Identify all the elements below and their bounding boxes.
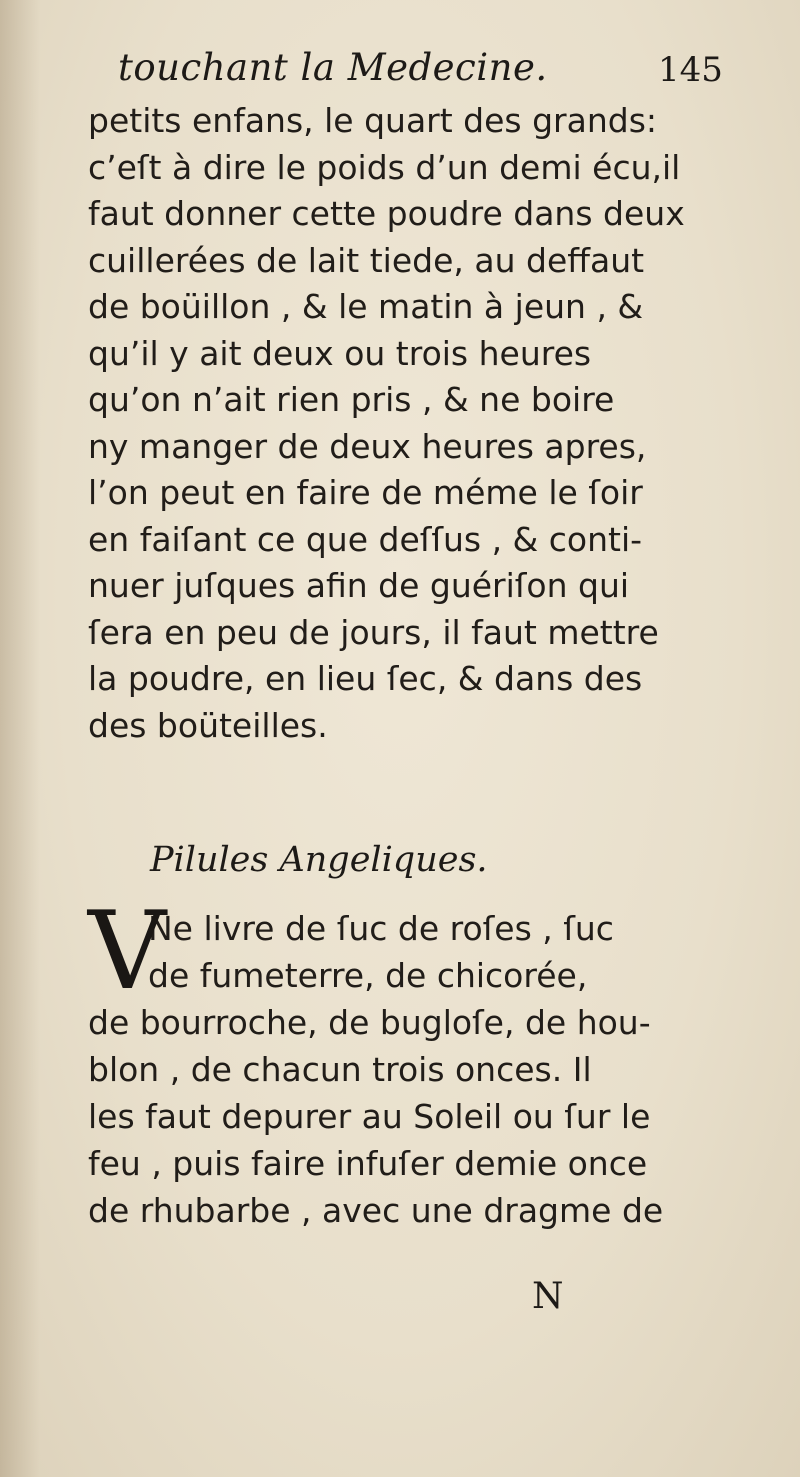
- text-line: petits enfans, le quart des grands:: [88, 101, 658, 140]
- text-line: ny manger de deux heures apres,: [88, 426, 647, 466]
- text-line: en faiſant ce que deſſus , & conti-: [88, 519, 643, 559]
- running-title: touchant la Medecine.: [118, 46, 548, 89]
- text-line: feu , puis faire infuſer demie once: [88, 1144, 648, 1183]
- text-line: c’eſt à dire le poids d’un demi écu,il: [88, 147, 681, 187]
- text-line: les faut depurer au Soleil ou ſur le: [88, 1097, 651, 1136]
- text-line: qu’il y ait deux ou trois heures: [88, 333, 592, 373]
- text-line: des boüteilles.: [88, 705, 328, 745]
- drop-cap: V: [88, 889, 166, 1014]
- text-line: la poudre, en lieu ſec, & dans des: [88, 659, 643, 698]
- running-head: [0, 46, 800, 106]
- text-line: de boüillon , & le matin à jeun , &: [88, 287, 644, 326]
- text-line: de fumeterre, de chicorée,: [148, 956, 588, 995]
- text-line: blon , de chacun trois onces. Il: [88, 1050, 592, 1089]
- text-line: de rhubarbe , avec une dragme de: [88, 1191, 664, 1230]
- text-line: cuillerées de lait tiede, au deffaut: [88, 240, 645, 280]
- body-paragraph: [88, 98, 728, 749]
- section-heading: Pilules Angeliques.: [150, 840, 488, 880]
- text-line: faut donner cette poudre dans deux: [88, 194, 685, 233]
- text-line: l’on peut en faire de méme le ſoir: [88, 473, 643, 512]
- page-gutter-shadow: [0, 0, 40, 1477]
- text-line: ſera en peu de jours, il faut mettre: [88, 612, 659, 652]
- page-number: 145: [658, 50, 723, 90]
- text-line: nuer juſques afin de guériſon qui: [88, 566, 630, 605]
- text-line: de bourroche, de bugloſe, de hou-: [88, 1003, 651, 1042]
- text-line: Ne livre de ſuc de roſes , ſuc: [148, 909, 614, 948]
- text-line: qu’on n’ait rien pris , & ne boire: [88, 380, 615, 419]
- recipe-paragraph: [88, 889, 738, 1234]
- signature-mark: N: [532, 1276, 564, 1317]
